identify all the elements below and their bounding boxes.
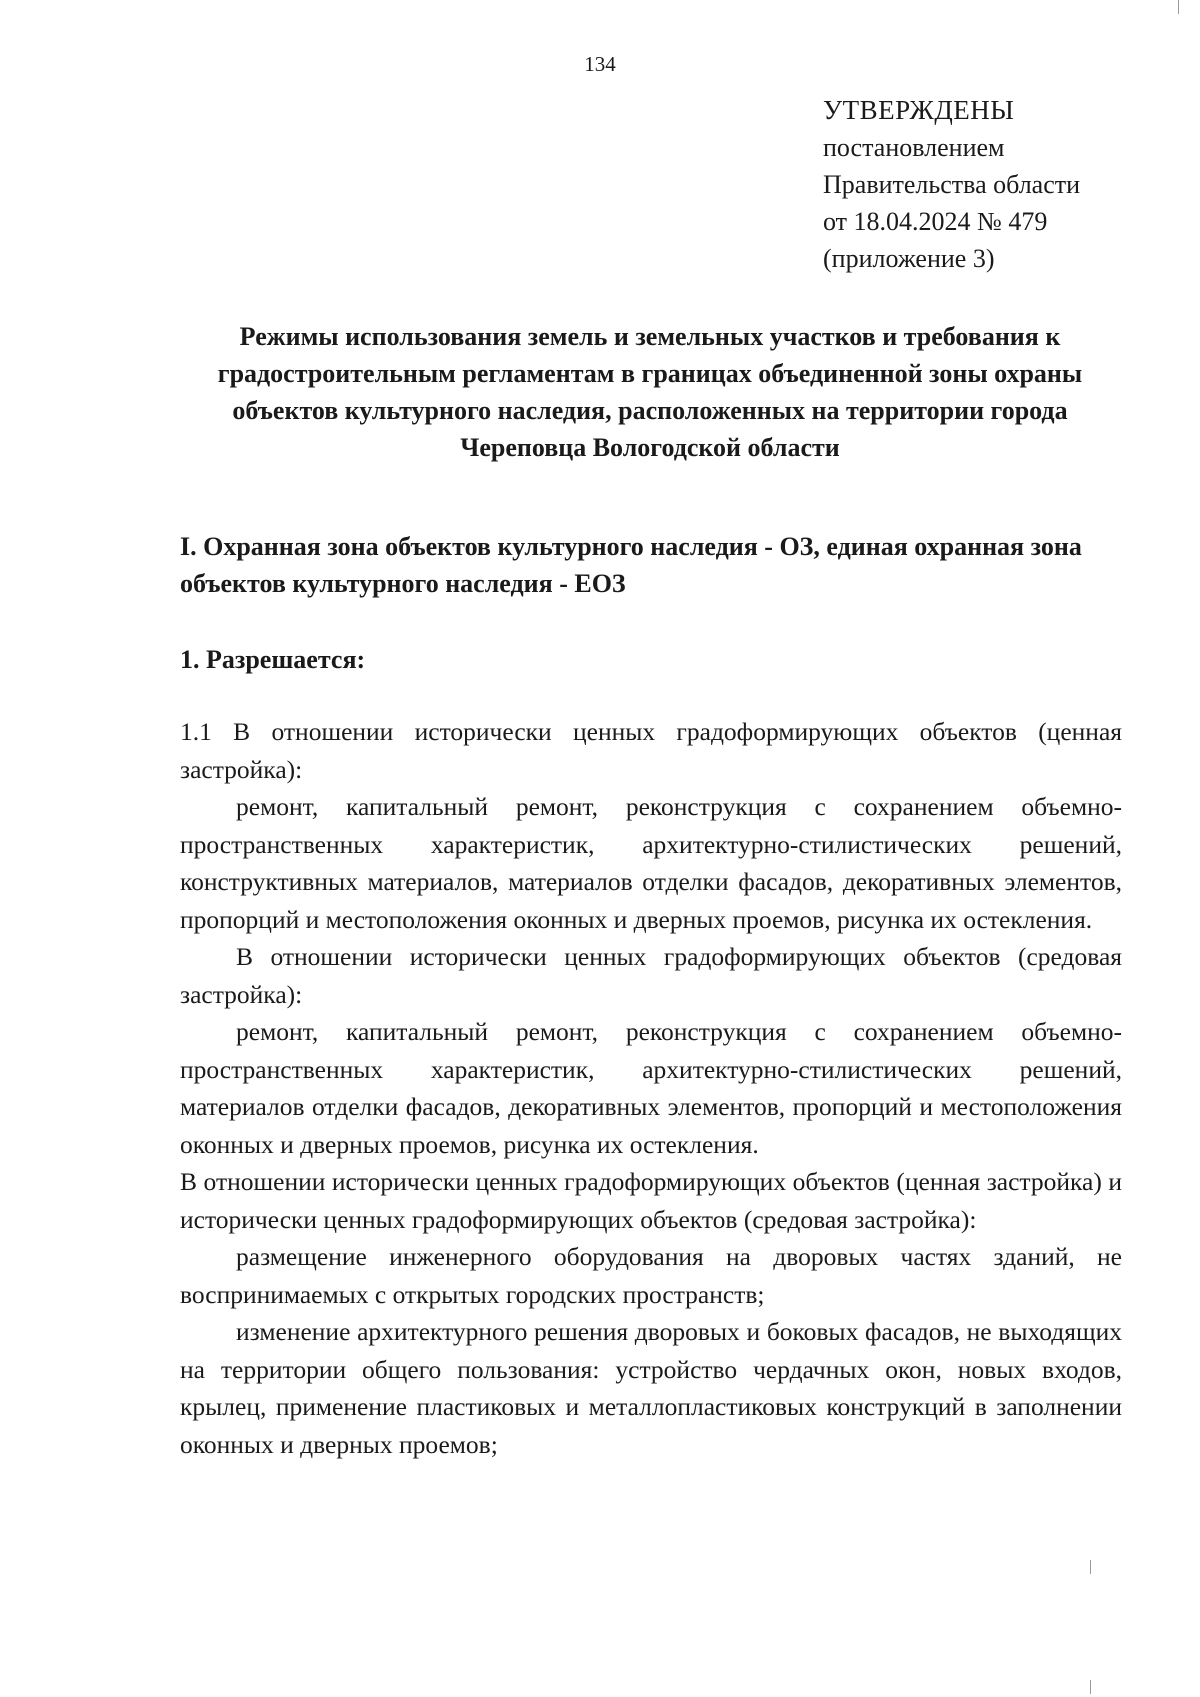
scan-mark [1090,1560,1091,1574]
paragraph: ремонт, капитальный ремонт, реконструкция с сохранением объемно-пространственных характеристик, архитектурно-стилистических решений, конструктивных материалов, материалов отделки фасадов, декоративных элементов, пропорций и местоположения оконных и дверных проемов, рисунка их остекления. [180,792,1122,934]
scan-mark [1090,1680,1091,1694]
approval-line-3: от 18.04.2024 № 479 [823,207,1048,236]
paragraph: В отношении исторически ценных градоформирующих объектов (средовая застройка): [180,942,1122,1009]
scan-mark [1178,0,1179,14]
document-title: Режимы использования земель и земельных участков и требования к градостроительным регламентам в границах объединенной зоны охраны объектов культурного наследия, расположенных на территории города Череповца Вологодской области [217,322,1083,462]
paragraph: изменение архитектурного решения дворовых и боковых фасадов, не выходящих на территории общего пользования: устройство чердачных окон, новых входов, крылец, применение пластиковых и металлопластиковых конструкций в заполнении оконных и дверных проемов; [180,1317,1122,1459]
approval-line-2: Правительства области [823,170,1081,199]
paragraph: размещение инженерного оборудования на дворовых частях зданий, не воспринимаемых с открытых городских пространств; [180,1242,1122,1309]
page-number: 134 [584,52,616,76]
approval-block [823,92,1080,277]
approval-approved: УТВЕРЖДЕНЫ [823,95,1015,125]
subsection-heading: 1. Разрешается: [180,645,366,674]
approval-line-1: постановлением [823,133,1005,162]
paragraph: ремонт, капитальный ремонт, реконструкция с сохранением объемно-пространственных характеристик, архитектурно-стилистических решений, материалов отделки фасадов, декоративных элементов, пропорций и местоположения оконных и дверных проемов, рисунка их остекления. [180,1017,1122,1159]
paragraph: 1.1 В отношении исторически ценных градоформирующих объектов (ценная застройка): [180,717,1122,784]
approval-line-4: (приложение 3) [823,244,995,273]
body-text [180,713,1122,1463]
section-heading: I. Охранная зона объектов культурного наследия - ОЗ, единая охранная зона объектов культурного наследия - ЕОЗ [180,532,1082,598]
paragraph: В отношении исторически ценных градоформирующих объектов (ценная застройка) и исторически ценных градоформирующих объектов (средовая застройка): [180,1167,1122,1234]
